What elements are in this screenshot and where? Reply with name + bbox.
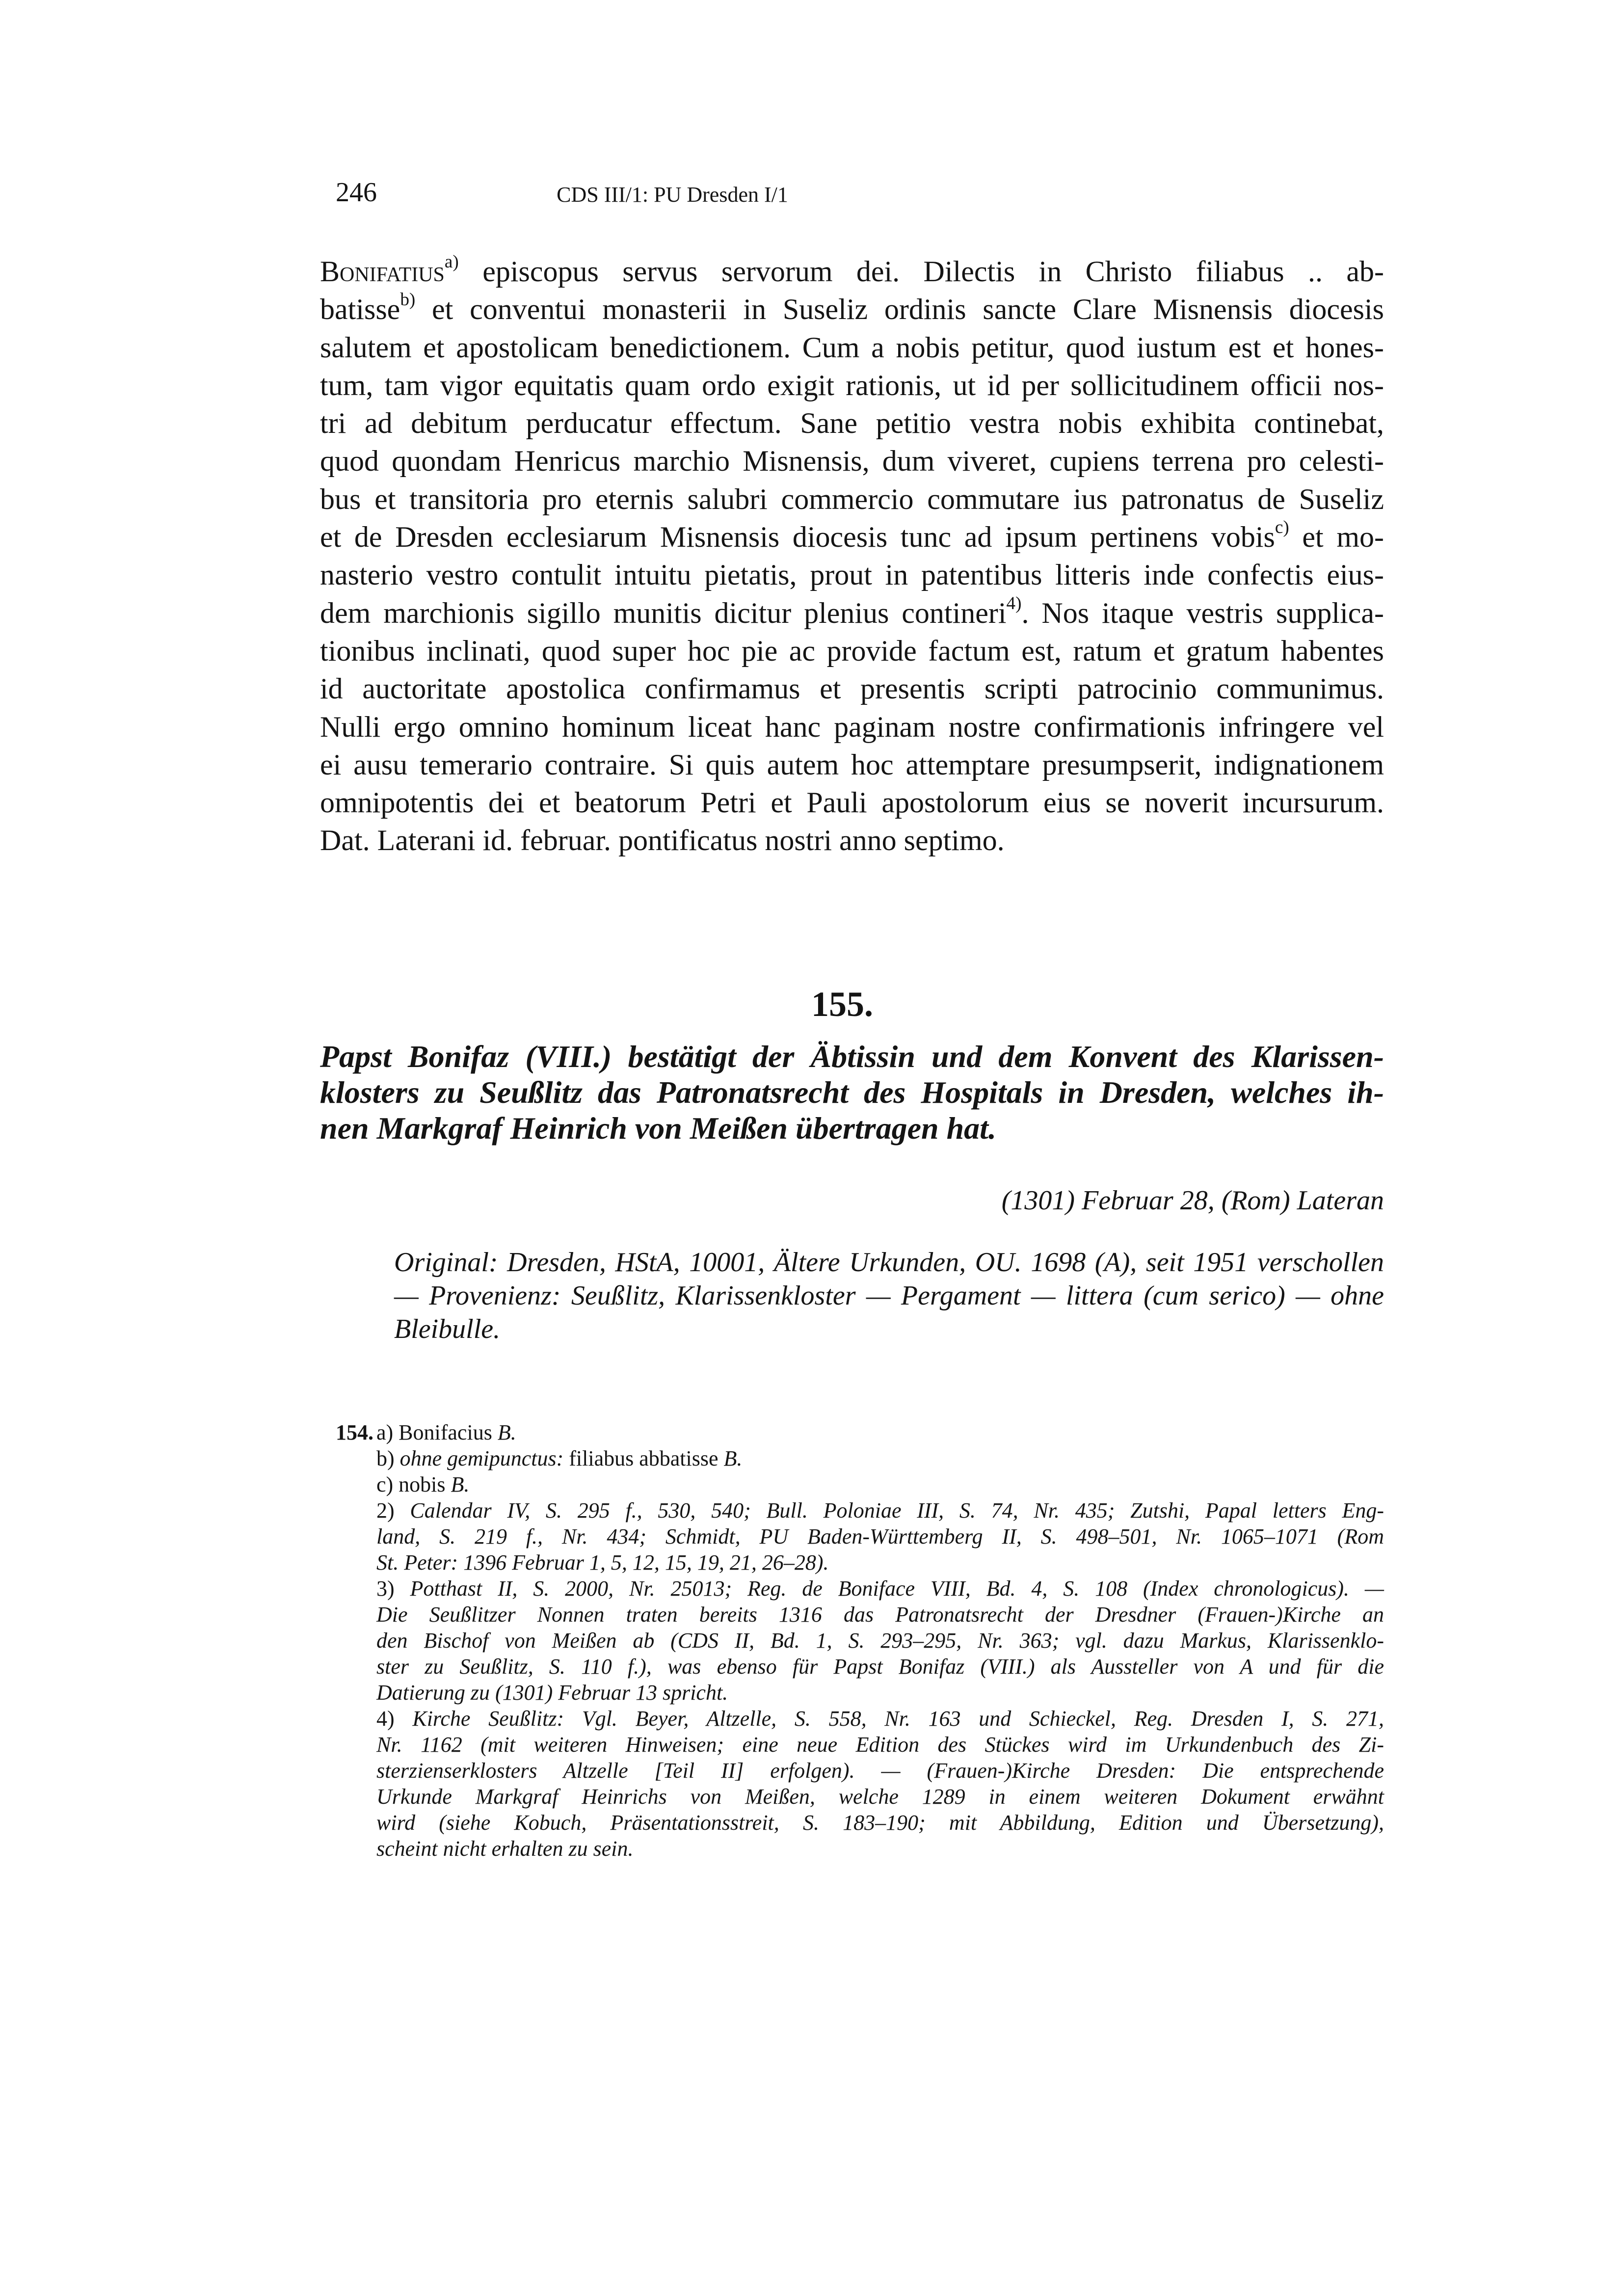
charter-line: ei ausu temerario contraire. Si quis autem hoc attemptare presumpserit, indignationem — [320, 748, 1384, 781]
footnote-line: scheint nicht erhalten zu sein. — [376, 1837, 634, 1861]
charter-line: id auctoritate apostolica confirmamus et presentis scripti patrocinio communimus. — [320, 672, 1384, 705]
charter-line: bus et transitoria pro eternis salubri commercio commutare ius patronatus de Suseliz — [320, 482, 1384, 515]
page-number: 246 — [336, 177, 377, 208]
tradition-note — [394, 1246, 1384, 1346]
footnote-marker: b) — [400, 290, 416, 310]
charter-line: omnipotentis dei et beatorum Petri et Pauli apostolorum eius se noverit incursurum. — [320, 786, 1384, 819]
tradition-line: — Provenienz: Seußlitz, Klarissenkloster — Pergament — littera (cum serico) — ohne — [394, 1281, 1384, 1311]
footnote-line: sterzienserklosters Altzelle [Teil II] erfolgen). — (Frauen-)Kirche Dresden: Die entsprechende — [376, 1759, 1384, 1783]
dating-line: (1301) Februar 28, (Rom) Lateran — [1001, 1185, 1384, 1216]
charter-line: batisse$^{b)}$ et conventui monasterii in Suseliz ordinis sancte Clare Misnensis diocesis — [320, 290, 1384, 326]
footnote-line: 3) Potthast II, S. 2000, Nr. 25013; Reg. de Boniface VIII, Bd. 4, S. 108 (Index chronologicus). — — [376, 1576, 1384, 1601]
charter-line: dem marchionis sigillo munitis dicitur plenius contineri$^{4)}$. Nos itaque vestris supplica- — [320, 593, 1384, 629]
document-number: 155. — [811, 985, 873, 1024]
footnote-line: ster zu Seußlitz, S. 110 f.), was ebenso für Papst Bonifaz (VIII.) als Aussteller von A und für die — [376, 1655, 1384, 1679]
charter-line: et de Dresden ecclesiarum Misnensis diocesis tunc ad ipsum pertinens vobis$^{c)}$ et mo- — [320, 517, 1384, 554]
regest-line: Papst Bonifaz (VIII.) bestätigt der Äbtissin und dem Konvent des Klarissen- — [320, 1039, 1384, 1074]
charter-line: tionibus inclinati, quod super hoc pie ac provide factum est, ratum et gratum habentes — [320, 634, 1384, 667]
charter-line: Bonifatius$^{a)}$ episcopus servus servorum dei. Dilectis in Christo filiabus .. ab- — [320, 252, 1384, 288]
charter-line: tum, tam vigor equitatis quam ordo exigit rationis, ut id per sollicitudinem officii nos- — [320, 369, 1384, 401]
regest-line: klosters zu Seußlitz das Patronatsrecht des Hospitals in Dresden, welches ih- — [320, 1075, 1384, 1110]
footnote-marker: a) — [444, 252, 459, 272]
footnote-line: land, S. 219 f., Nr. 434; Schmidt, PU Baden-Württemberg II, S. 498–501, Nr. 1065–1071 (Rom — [376, 1524, 1384, 1548]
charter-line: quod quondam Henricus marchio Misnensis, dum viveret, cupiens terrena pro celesti- — [320, 445, 1384, 478]
tradition-line: Bleibulle. — [394, 1314, 501, 1344]
footnote-line: den Bischof von Meißen ab (CDS II, Bd. 1, S. 293–295, Nr. 363; vgl. dazu Markus, Klarissenklo- — [376, 1629, 1384, 1653]
footnote-line: Urkunde Markgraf Heinrichs von Meißen, welche 1289 in einem weiteren Dokument erwähnt — [376, 1785, 1384, 1809]
footnote-line: 4) Kirche Seußlitz: Vgl. Beyer, Altzelle, S. 558, Nr. 163 und Schieckel, Reg. Dresden I, S. 271, — [376, 1707, 1384, 1731]
footnote-line: a) Bonifacius B. — [376, 1420, 516, 1444]
footnote-line: St. Peter: 1396 Februar 1, 5, 12, 15, 19, 21, 26–28). — [376, 1550, 829, 1575]
charter-line: Dat. Laterani id. februar. pontificatus nostri anno septimo. — [320, 824, 1005, 857]
regest-line: nen Markgraf Heinrich von Meißen übertragen hat. — [320, 1111, 996, 1146]
issuer-name: Bonifatius — [320, 255, 445, 288]
footnote-line: 2) Calendar IV, S. 295 f., 530, 540; Bull. Poloniae III, S. 74, Nr. 435; Zutshi, Papal letters Eng- — [376, 1498, 1384, 1522]
charter-text-154 — [320, 253, 1384, 860]
footnote-marker: c) — [1275, 517, 1289, 538]
footnote-line: wird (siehe Kobuch, Präsentationsstreit, S. 183–190; mit Abbildung, Edition und Übersetzung), — [376, 1811, 1384, 1835]
footnote-body — [376, 1419, 1384, 1862]
footnote-line: c) nobis B. — [376, 1472, 470, 1496]
charter-line: Nulli ergo omnino hominum liceat hanc paginam nostre confirmationis infringere vel — [320, 710, 1384, 743]
footnote-marker: 4) — [1006, 593, 1022, 614]
charter-line: nasterio vestro contulit intuitu pietatis, prout in patentibus litteris inde confectis eius- — [320, 559, 1384, 591]
charter-line: salutem et apostolicam benedictionem. Cum a nobis petitur, quod iustum est et hones- — [320, 331, 1384, 364]
footnote-reference-number: 154. — [336, 1420, 373, 1444]
footnote-line: Datierung zu (1301) Februar 13 spricht. — [376, 1681, 728, 1705]
footnote-line: Nr. 1162 (mit weiteren Hinweisen; eine neue Edition des Stückes wird im Urkundenbuch des Zi- — [376, 1733, 1384, 1757]
charter-line: tri ad debitum perducatur effectum. Sane petitio vestra nobis exhibita continebat, — [320, 407, 1384, 440]
regest — [320, 1039, 1384, 1146]
tradition-line: Original: Dresden, HStA, 10001, Ältere Urkunden, OU. 1698 (A), seit 1951 verschollen — [394, 1247, 1384, 1278]
footnote-line: b) ohne gemipunctus: filiabus abbatisse B. — [376, 1446, 743, 1470]
footnote-line: Die Seußlitzer Nonnen traten bereits 1316 das Patronatsrecht der Dresdner (Frauen-)Kirche an — [376, 1602, 1384, 1627]
